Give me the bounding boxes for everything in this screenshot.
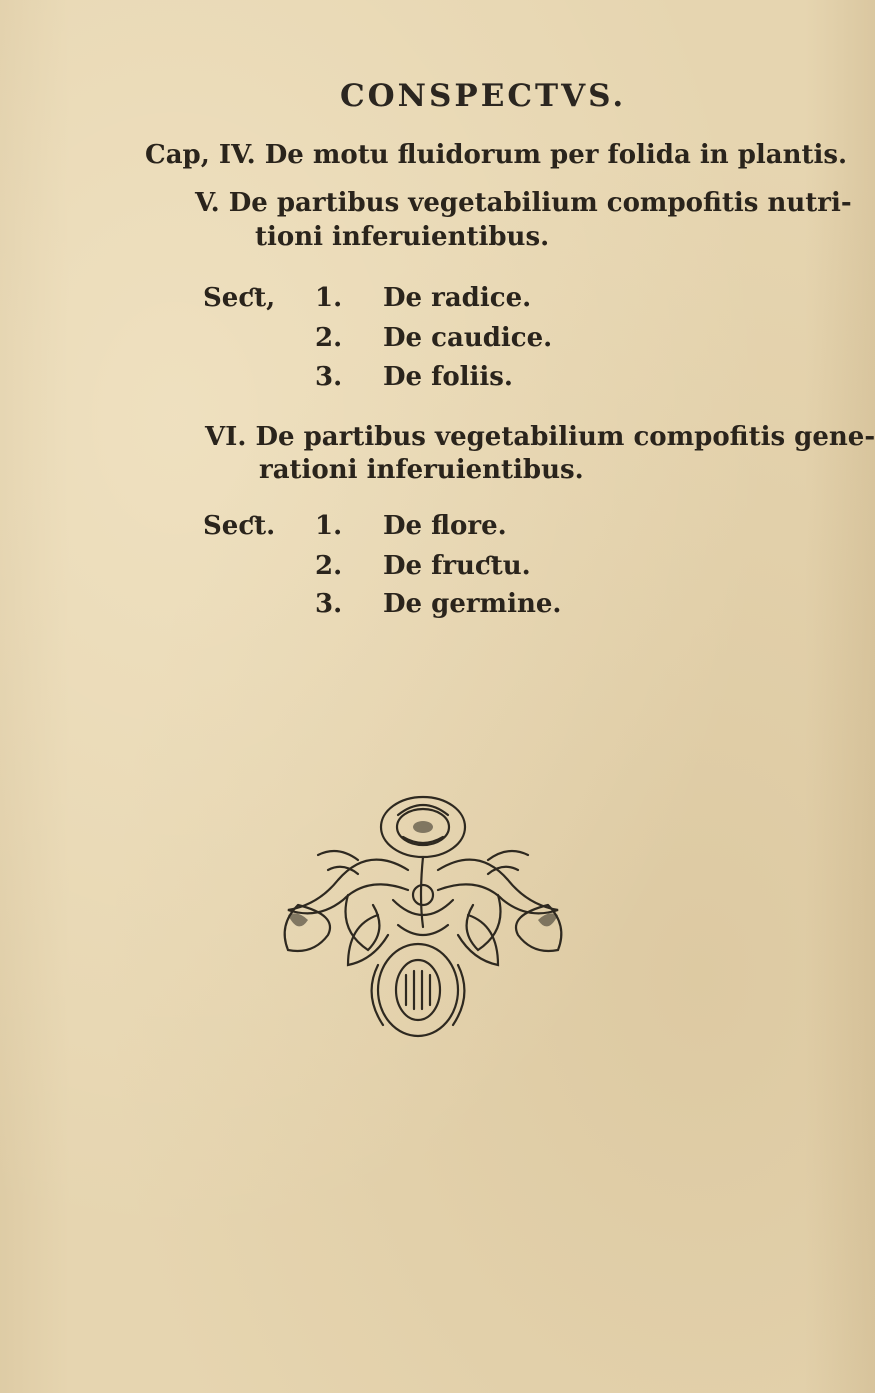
item-number: 3. [315, 589, 343, 619]
item-text: De fruƈtu. [383, 551, 531, 581]
item-number: 1. [315, 511, 343, 541]
item-prefix: Seƈt, [203, 283, 276, 313]
section-v-item [315, 362, 513, 392]
section-v-title: V. De partibus vegetabilium compofitis nutri- [195, 188, 852, 218]
chapter-line: Cap, IV. De motu fluidorum per folida in plantis. [145, 140, 848, 170]
item-text: De germine. [383, 589, 562, 619]
section-v-title-cont: tioni inferuientibus. [255, 222, 550, 252]
item-text: De flore. [383, 511, 507, 541]
item-text: De radice. [383, 283, 532, 313]
item-text: De foliis. [383, 362, 513, 392]
section-vi-item [203, 511, 507, 541]
section-vi-title-cont: rationi inferuientibus. [259, 455, 584, 485]
item-number: 2. [315, 323, 343, 353]
item-number: 1. [315, 283, 343, 313]
item-number: 2. [315, 551, 343, 581]
section-v-item [203, 283, 531, 313]
item-text: De caudice. [383, 323, 553, 353]
floral-tailpiece-icon [258, 775, 588, 1055]
section-vi-title: VI. De partibus vegetabilium compofitis gene- [205, 422, 875, 452]
item-prefix: Seƈt. [203, 511, 276, 541]
section-v-item [315, 323, 552, 353]
item-number: 3. [315, 362, 343, 392]
section-vi-item [315, 551, 531, 581]
section-vi-item [315, 589, 561, 619]
page-header: CONSPECTVS. [340, 78, 627, 114]
